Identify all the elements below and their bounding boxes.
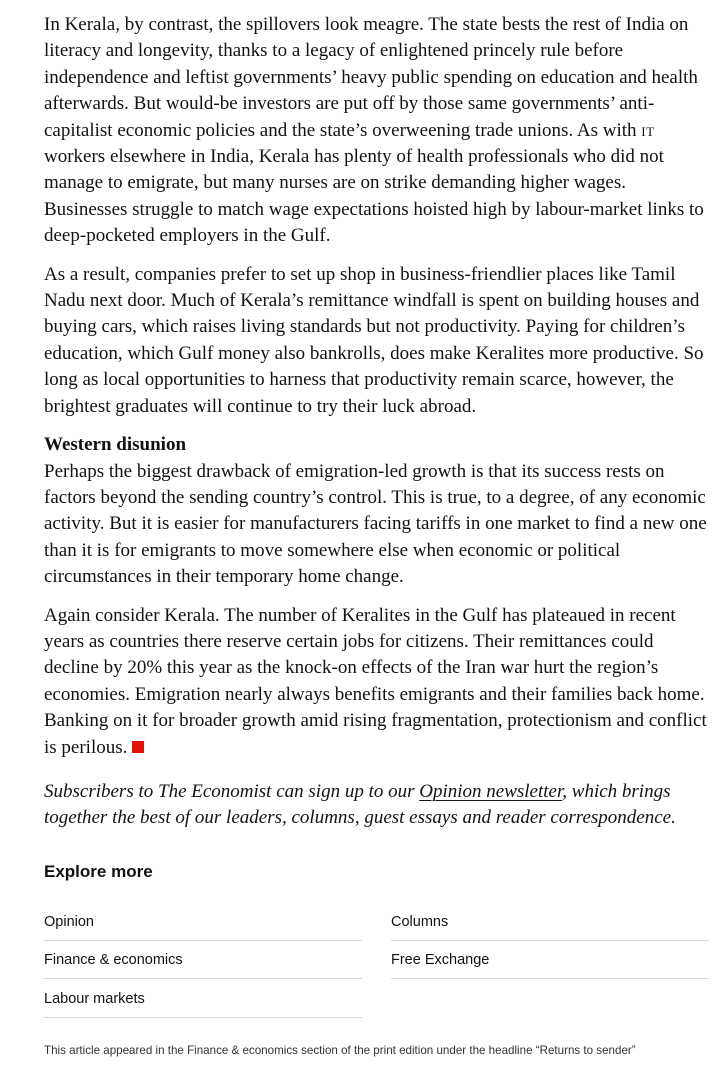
explore-link-free-exchange[interactable]: Free Exchange (391, 941, 709, 979)
article-body (44, 12, 710, 844)
paragraph-4-text: Again consider Kerala. The number of Keralites in the Gulf has plateaued in recent years as countries there reserve certain jobs for citizens. Their remittances could decline by 20% this year as the knock-on effects of the Iran war hurt the region’s economies. Emigration nearly always benefits emigrants and their families back home. Banking on it for broader growth amid rising fragmentation, protectionism and conflict is perilous. (44, 604, 707, 758)
newsletter-note-end: , which brings together the best of our leaders, columns, guest essays and reader correspondence. (44, 780, 676, 829)
print-edition-note: This article appeared in the Finance & economics section of the print edition under the headline “Returns to sender” (44, 1044, 636, 1057)
paragraph-1-end: workers elsewhere in India, Kerala has plenty of health professionals who did not manage to emigrate, but many nurses are on strike demanding higher wages. Businesses struggle to match wage expectations hoisted high by labour-market links to deep-pocketed employers in the Gulf. (44, 146, 704, 247)
explore-link-opinion[interactable]: Opinion (44, 903, 362, 941)
it-abbreviation: it (641, 119, 655, 141)
end-mark-icon (132, 741, 144, 753)
subheading: Western disunion (44, 434, 187, 456)
paragraph-1-start: In Kerala, by contrast, the spillovers look meagre. The state bests the rest of India on literacy and longevity, thanks to a legacy of enlightened princely rule before independence and leftist governments’ heavy public spending on education and health afterwards. But would-be investors are put off by those same governments’ anti-capitalist economic policies and the state’s overweening trade unions. As with (44, 14, 698, 141)
explore-links (44, 903, 710, 1053)
explore-link-finance-economics[interactable]: Finance & economics (44, 941, 362, 979)
explore-more-section (44, 859, 710, 1053)
opinion-newsletter-link[interactable]: Opinion newsletter (419, 780, 563, 802)
paragraph-2: As a result, companies prefer to set up shop in business-friendlier places like Tamil Nadu next door. Much of Kerala’s remittance windfall is spent on building houses and buying cars, which raises living standards but not productivity. Paying for children’s education, which Gulf money also bankrolls, does make Keralites more productive. So long as local opportunities to harness that productivity remain scarce, however, the brightest graduates will continue to try their luck abroad. (44, 263, 704, 417)
paragraph-3: Perhaps the biggest drawback of emigration-led growth is that its success rests on factors beyond the sending country’s control. This is true, to a degree, of any economic activity. But it is easier for manufacturers facing tariffs in one market to find a new one than it is for emigrants to move somewhere else when economic or political circumstances in their temporary home change. (44, 460, 707, 588)
explore-link-columns[interactable]: Columns (391, 903, 709, 941)
explore-link-labour-markets[interactable]: Labour markets (44, 980, 362, 1018)
newsletter-note-start: Subscribers to The Economist can sign up to our (44, 780, 420, 802)
newsletter-note (44, 779, 710, 832)
explore-more-title: Explore more (44, 862, 153, 881)
paragraph-1 (44, 12, 710, 250)
paragraph-4 (44, 603, 710, 761)
